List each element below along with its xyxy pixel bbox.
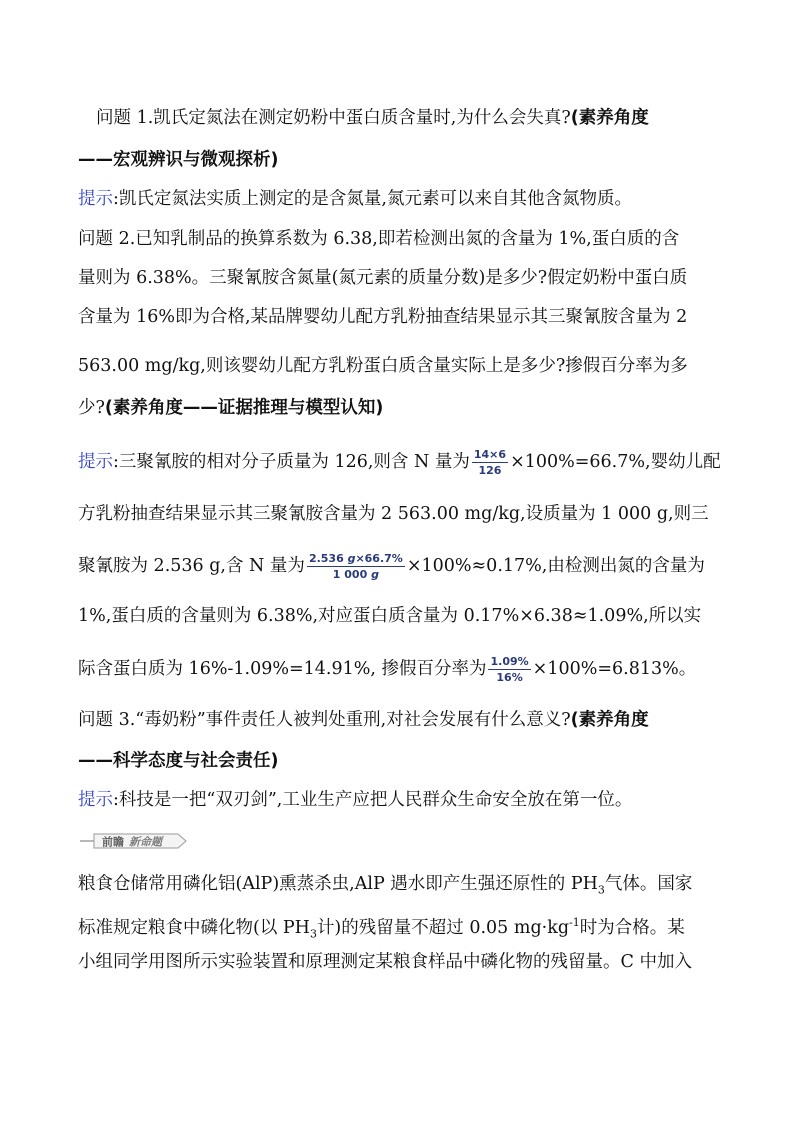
paragraph-line-1: 粮食仓储常用磷化铝(AlP)熏蒸杀虫,AlP 遇水即产生强还原性的 $PH_3$气体。国家 xyxy=(78,874,693,897)
hint-2-line-2: 方乳粉抽查结果显示其三聚氰胺含量为 2 563.00 mg/kg,设质量为 1 000 g,则三 xyxy=(78,504,709,524)
question-3: 问题 3.“毒奶粉”事件责任人被判处重刑,对社会发展有什么意义?(素养角度 xyxy=(78,710,649,730)
hint-2-line-1: 提示:三聚氰胺的相对分子质量为 126,则含 N 量为 $\frac{14\times 6}{126}$ ×100%=66.7%,婴幼儿配 xyxy=(78,448,721,477)
section-banner xyxy=(78,830,190,852)
question-2-line-1: 问题 2.已知乳制品的换算系数为 6.38,即若检测出氮的含量为 1%,蛋白质的含 xyxy=(78,229,680,249)
paragraph-line-2: 标准规定粮食中磷化物(以 $PH_3$计)的残留量不超过 0.05 $mg\cdot kg^{-1}$时为合格。某 xyxy=(78,916,685,941)
banner-label-frontier: 前瞻 xyxy=(102,835,124,849)
question-3-aspect: ——科学态度与社会责任) xyxy=(78,751,279,771)
fraction-adulteration-rate: $\frac{1.09\%}{16\%}$ xyxy=(490,655,529,684)
hint-3: 提示:科技是一把“双刃剑”,工业生产应把人民群众生命安全放在第一位。 xyxy=(78,790,633,810)
question-2-line-4: 563.00 mg/kg,则该婴幼儿配方乳粉蛋白质含量实际上是多少?掺假百分率为多 xyxy=(78,356,688,376)
hint-label: 提示 xyxy=(78,189,113,209)
question-2-line-3: 含量为 16%即为合格,某品牌婴幼儿配方乳粉抽查结果显示其三聚氰胺含量为 2 xyxy=(78,307,688,327)
hint-2-line-3: 聚氰胺为 2.536 g,含 N 量为 $\frac{2.536 g\times 66.7\%}{1 000 g}$ ×100%≈0.17%,由检测出氮的含量为 xyxy=(78,552,705,581)
question-2-line-2: 量则为 6.38%。三聚氰胺含氮量(氮元素的质量分数)是多少?假定奶粉中蛋白质 xyxy=(78,268,688,288)
banner-label-new-question: 新命题 xyxy=(129,835,162,849)
fraction-nitrogen-ratio: $\frac{14\times 6}{126}$ xyxy=(473,448,507,477)
fraction-nitrogen-mass: $\frac{2.536 g\times 66.7\%}{1 000 g}$ xyxy=(308,552,403,581)
question-2-line-5: 少?(素养角度——证据推理与模型认知) xyxy=(78,398,384,418)
question-1-aspect: ——宏观辨识与微观探析) xyxy=(78,150,279,170)
hint-2-line-5: 际含蛋白质为 16%-1.09%=14.91%, 掺假百分率为 $\frac{1.09\%}{16\%}$ ×100%=6.813%。 xyxy=(78,655,697,684)
hint-1: 提示:凯氏定氮法实质上测定的是含氮量,氮元素可以来自其他含氮物质。 xyxy=(78,189,632,209)
question-1: 问题 1.凯氏定氮法在测定奶粉中蛋白质含量时,为什么会失真?(素养角度 xyxy=(96,108,649,128)
hint-label: 提示 xyxy=(78,790,113,810)
hint-label: 提示 xyxy=(78,452,113,472)
hint-2-line-4: 1%,蛋白质的含量则为 6.38%,对应蛋白质含量为 0.17%×6.38≈1.09%,所以实 xyxy=(78,606,702,626)
paragraph-line-3: 小组同学用图所示实验装置和原理测定某粮食样品中磷化物的残留量。C 中加入 xyxy=(78,952,692,972)
